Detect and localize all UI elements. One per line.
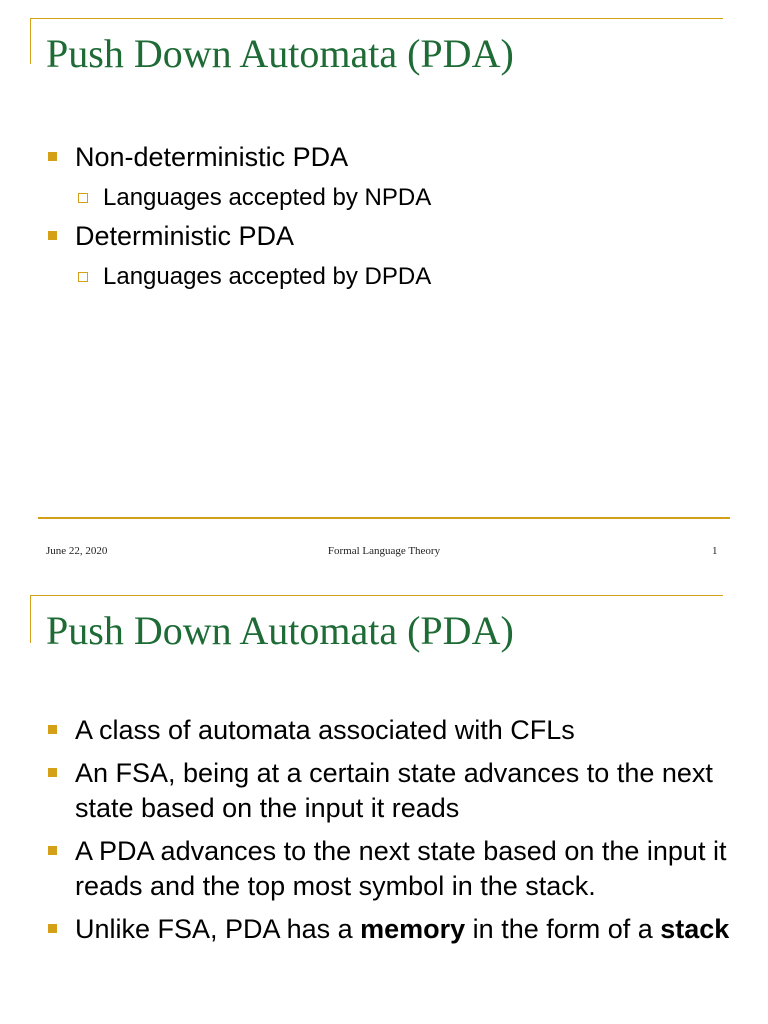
title-left-rule bbox=[30, 18, 31, 64]
bullet-text: A class of automata associated with CFLs bbox=[75, 715, 575, 745]
hollow-square-bullet-icon bbox=[78, 193, 88, 203]
hollow-square-bullet-icon bbox=[78, 272, 88, 282]
square-bullet-icon bbox=[48, 768, 57, 777]
footer-date: June 22, 2020 bbox=[46, 545, 108, 557]
bullet-text-pre: Unlike FSA, PDA has a bbox=[75, 914, 361, 944]
title-left-rule bbox=[30, 595, 31, 643]
square-bullet-icon bbox=[48, 924, 57, 933]
bullet-item bbox=[48, 713, 738, 748]
square-bullet-icon bbox=[48, 152, 57, 161]
bullet-text: An FSA, being at a certain state advances to the next state based on the input it reads bbox=[75, 758, 713, 823]
sub-bullet-item bbox=[48, 262, 738, 292]
slide-title: Push Down Automata (PDA) bbox=[46, 31, 514, 76]
bullet-list bbox=[48, 713, 738, 955]
bullet-text: A PDA advances to the next state based on the input it reads and the top most symbol in the stack. bbox=[75, 836, 727, 901]
bullet-item bbox=[48, 140, 738, 175]
bullet-item bbox=[48, 219, 738, 254]
bullet-text: Deterministic PDA bbox=[75, 221, 295, 251]
footer-page-number: 1 bbox=[712, 545, 718, 557]
sub-bullet-text: Languages accepted by DPDA bbox=[103, 263, 432, 290]
bullet-list bbox=[48, 140, 738, 298]
title-top-rule bbox=[30, 18, 723, 19]
slide-2 bbox=[0, 580, 768, 1024]
footer-rule bbox=[38, 517, 730, 519]
square-bullet-icon bbox=[48, 231, 57, 240]
square-bullet-icon bbox=[48, 725, 57, 734]
slide-title: Push Down Automata (PDA) bbox=[46, 608, 514, 653]
sub-bullet-item bbox=[48, 183, 738, 213]
bold-term-stack: stack bbox=[660, 914, 730, 944]
square-bullet-icon bbox=[48, 846, 57, 855]
bullet-item bbox=[48, 912, 738, 947]
bold-term-memory: memory bbox=[360, 914, 466, 944]
bullet-text-mid: in the form of a bbox=[465, 914, 661, 944]
bullet-item bbox=[48, 756, 738, 826]
bullet-text: Non-deterministic PDA bbox=[75, 142, 349, 172]
title-top-rule bbox=[30, 595, 723, 596]
footer-title: Formal Language Theory bbox=[327, 545, 441, 557]
bullet-item bbox=[48, 834, 738, 904]
sub-bullet-text: Languages accepted by NPDA bbox=[103, 184, 432, 211]
